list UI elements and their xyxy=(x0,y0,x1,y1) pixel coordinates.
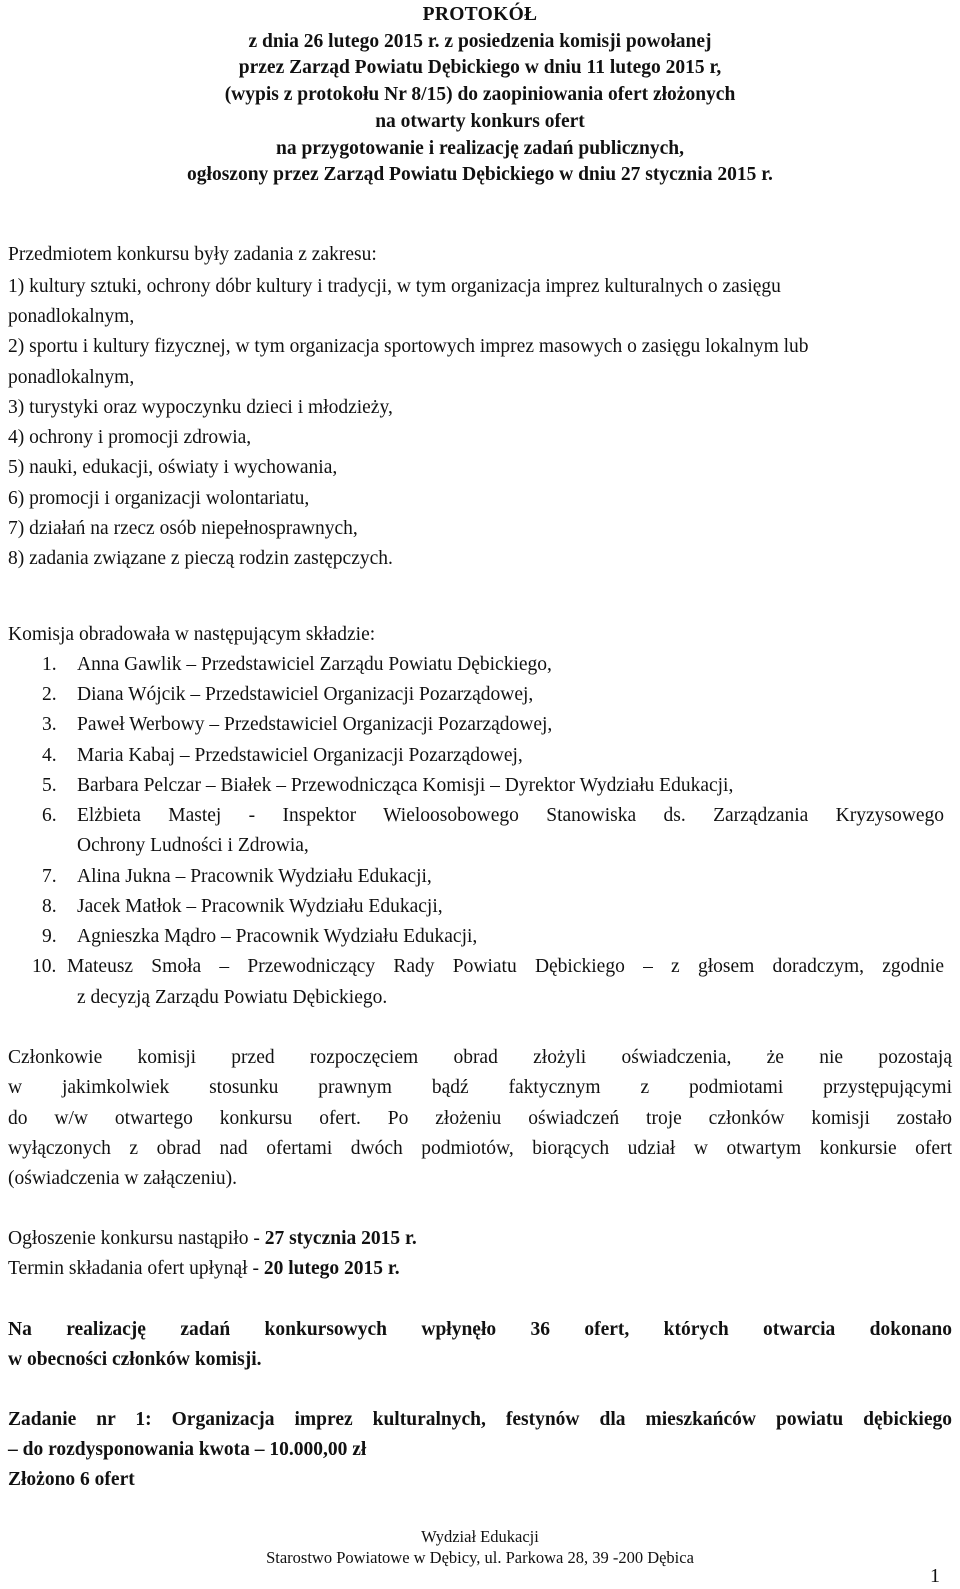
protocol-header xyxy=(0,2,960,189)
declaration-line-3: do w/w otwartego konkursu ofert. Po złożeniu oświadczeń troje członków komisji zostało xyxy=(8,1108,952,1129)
member-9: 9. Agnieszka Mądro – Pracownik Wydziału Edukacji, xyxy=(42,926,478,947)
header-line-7: ogłoszony przez Zarząd Powiatu Dębickiego w dniu 27 stycznia 2015 r. xyxy=(187,164,773,186)
subject-intro: Przedmiotem konkursu były zadania z zakresu: xyxy=(8,244,377,265)
page-number: 1 xyxy=(930,1565,940,1587)
declaration-line-1: Członkowie komisji przed rozpoczęciem obrad złożyli oświadczenia, że nie pozostają xyxy=(8,1047,952,1068)
subject-item-6: 6) promocji i organizacji wolontariatu, xyxy=(8,488,310,509)
subject-item-2: 2) sportu i kultury fizycznej, w tym organizacja sportowych imprez masowych o zasięgu lokalnym lub xyxy=(8,336,809,357)
task-1-offers-count: Złożono 6 ofert xyxy=(8,1469,135,1490)
task-1-amount: – do rozdysponowania kwota – 10.000,00 zł xyxy=(8,1439,367,1460)
offers-line-1: Na realizację zadań konkursowych wpłynęło 36 ofert, których otwarcia dokonano xyxy=(8,1319,952,1340)
commission-intro: Komisja obradowała w następującym składzie: xyxy=(8,624,376,645)
protocol-title: PROTOKÓŁ xyxy=(422,4,538,25)
offers-line-2: w obecności członków komisji. xyxy=(8,1349,262,1370)
announcement-date: Ogłoszenie konkursu nastąpiło - 27 stycznia 2015 r. xyxy=(8,1228,417,1249)
subject-item-2-cont: ponadlokalnym, xyxy=(8,367,135,388)
header-line-3: przez Zarząd Powiatu Dębickiego w dniu 11 lutego 2015 r, xyxy=(238,57,722,79)
subject-item-1: 1) kultury sztuki, ochrony dóbr kultury i tradycji, w tym organizacja imprez kulturalnych o zasięgu xyxy=(8,276,781,297)
subject-item-8: 8) zadania związane z pieczą rodzin zastępczych. xyxy=(8,548,393,569)
subject-item-7: 7) działań na rzecz osób niepełnosprawnych, xyxy=(8,518,358,539)
member-10-cont: z decyzją Zarządu Powiatu Dębickiego. xyxy=(77,987,388,1008)
member-6: 6. Elżbieta Mastej - Inspektor Wieloosobowego Stanowiska ds. Zarządzania Kryzysowego xyxy=(42,805,944,826)
submission-deadline: Termin składania ofert upłynął - 20 lutego 2015 r. xyxy=(8,1258,400,1279)
header-line-5: na otwarty konkurs ofert xyxy=(375,110,585,132)
subject-item-4: 4) ochrony i promocji zdrowia, xyxy=(8,427,252,448)
member-1: 1. Anna Gawlik – Przedstawiciel Zarządu Powiatu Dębickiego, xyxy=(42,654,552,675)
member-4: 4. Maria Kabaj – Przedstawiciel Organizacji Pozarządowej, xyxy=(42,745,523,766)
subject-item-1-cont: ponadlokalnym, xyxy=(8,306,135,327)
footer-address: Starostwo Powiatowe w Dębicy, ul. Parkowa 28, 39 -200 Dębica xyxy=(266,1548,694,1567)
member-10: 10. Mateusz Smoła – Przewodniczący Rady Powiatu Dębickiego – z głosem doradczym, zgodnie xyxy=(32,956,944,977)
member-8: 8. Jacek Matłok – Pracownik Wydziału Edukacji, xyxy=(42,896,443,917)
member-2: 2. Diana Wójcik – Przedstawiciel Organizacji Pozarządowej, xyxy=(42,684,534,705)
header-line-4: (wypis z protokołu Nr 8/15) do zaopiniowania ofert złożonych xyxy=(224,84,736,106)
subject-item-5: 5) nauki, edukacji, oświaty i wychowania, xyxy=(8,457,338,478)
header-line-6: na przygotowanie i realizację zadań publicznych, xyxy=(275,137,685,159)
member-3: 3. Paweł Werbowy – Przedstawiciel Organizacji Pozarządowej, xyxy=(42,714,553,735)
task-1-title: Zadanie nr 1: Organizacja imprez kulturalnych, festynów dla mieszkańców powiatu dębickiego xyxy=(8,1409,952,1430)
declaration-line-2: w jakimkolwiek stosunku prawnym bądź faktycznym z podmiotami przystępującymi xyxy=(8,1077,952,1098)
member-6-cont: Ochrony Ludności i Zdrowia, xyxy=(77,835,309,856)
subject-item-3: 3) turystyki oraz wypoczynku dzieci i młodzieży, xyxy=(8,397,393,418)
member-5: 5. Barbara Pelczar – Białek – Przewodnicząca Komisji – Dyrektor Wydziału Edukacji, xyxy=(42,775,734,796)
header-line-2: z dnia 26 lutego 2015 r. z posiedzenia komisji powołanej xyxy=(248,30,712,52)
declaration-line-4: wyłączonych z obrad nad ofertami dwóch podmiotów, biorących udział w otwartym konkursie ofert xyxy=(8,1138,952,1159)
footer-department: Wydział Edukacji xyxy=(421,1527,539,1546)
member-7: 7. Alina Jukna – Pracownik Wydziału Edukacji, xyxy=(42,866,432,887)
declaration-line-5: (oświadczenia w załączeniu). xyxy=(8,1168,237,1189)
